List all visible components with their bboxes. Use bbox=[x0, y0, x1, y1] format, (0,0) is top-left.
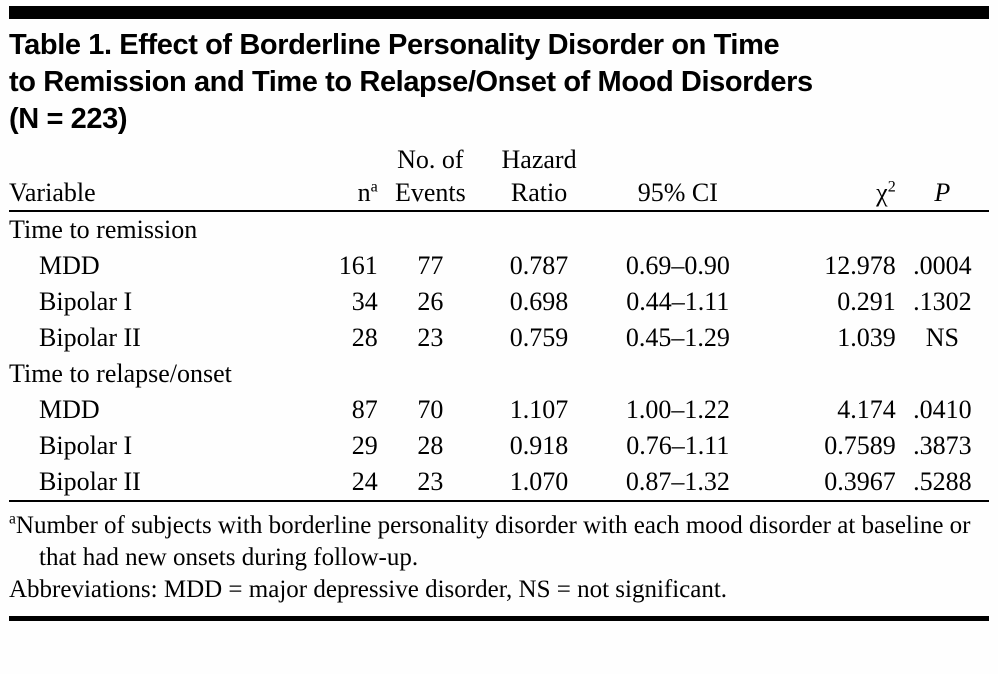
cell-hazard-ratio: 0.759 bbox=[509, 323, 569, 352]
cell-n: 87 bbox=[351, 395, 378, 424]
cell-ci: 0.45–1.29 bbox=[625, 323, 730, 352]
cell-variable: MDD bbox=[39, 395, 100, 424]
cell-events: 26 bbox=[417, 287, 444, 316]
section-row-relapse bbox=[9, 356, 989, 392]
cell-n: 161 bbox=[338, 251, 378, 280]
cell-p-value: .1302 bbox=[913, 287, 972, 316]
header-n-superscript: a bbox=[370, 178, 378, 196]
cell-n: 24 bbox=[303, 464, 378, 501]
header-row-upper bbox=[9, 144, 989, 176]
cell-variable: Bipolar II bbox=[9, 464, 303, 501]
table-row bbox=[9, 320, 989, 356]
header-chi-square bbox=[760, 176, 895, 211]
cell-hazard-ratio: 1.107 bbox=[509, 395, 569, 424]
cell-ci: 1.00–1.22 bbox=[625, 395, 730, 424]
cell-ci: 0.44–1.11 bbox=[626, 287, 730, 316]
cell-chi-square: 12.978 bbox=[824, 251, 896, 280]
table-footnotes bbox=[9, 510, 989, 606]
bottom-rule bbox=[9, 616, 989, 621]
cell-ci: 0.87–1.32 bbox=[595, 464, 760, 501]
header-ratio: Ratio bbox=[483, 176, 595, 211]
cell-events: 70 bbox=[417, 395, 444, 424]
cell-p-value: .0004 bbox=[913, 251, 972, 280]
cell-chi-square: 0.291 bbox=[837, 287, 896, 316]
header-row-lower bbox=[9, 176, 989, 211]
cell-hazard-ratio: 0.698 bbox=[509, 287, 569, 316]
section-label: Time to relapse/onset bbox=[9, 359, 232, 388]
cell-n: 28 bbox=[351, 323, 378, 352]
results-table bbox=[9, 144, 989, 502]
cell-p-value: .5288 bbox=[896, 464, 989, 501]
cell-hazard-ratio: 0.787 bbox=[509, 251, 569, 280]
table-header bbox=[9, 144, 989, 211]
cell-n: 34 bbox=[351, 287, 378, 316]
header-spacer bbox=[303, 144, 378, 176]
table-row bbox=[9, 428, 989, 464]
table-title-line-1: Table 1. Effect of Borderline Personality Disorder on Time bbox=[9, 29, 780, 61]
header-chi-label: χ bbox=[876, 178, 888, 207]
cell-p-value: NS bbox=[925, 323, 959, 352]
cell-hazard-ratio: 1.070 bbox=[483, 464, 595, 501]
header-n-label: n bbox=[357, 178, 371, 207]
cell-p-value: .3873 bbox=[913, 431, 972, 460]
header-spacer bbox=[595, 144, 760, 176]
table-row bbox=[9, 392, 989, 428]
cell-variable: MDD bbox=[39, 251, 100, 280]
header-hazard: Hazard bbox=[501, 145, 577, 174]
cell-variable: Bipolar II bbox=[39, 323, 141, 352]
cell-chi-square: 0.3967 bbox=[760, 464, 895, 501]
header-no-of: No. of bbox=[397, 145, 464, 174]
header-ci: 95% CI bbox=[595, 176, 760, 211]
cell-p-value: .0410 bbox=[913, 395, 972, 424]
header-chi-superscript: 2 bbox=[887, 178, 896, 196]
table-body bbox=[9, 211, 989, 501]
cell-n: 29 bbox=[351, 431, 378, 460]
top-rule bbox=[9, 6, 989, 19]
cell-events: 28 bbox=[417, 431, 444, 460]
cell-ci: 0.69–0.90 bbox=[625, 251, 730, 280]
footnote-text: Number of subjects with borderline personality disorder with each mood disorder at baseline or that had new onsets during follow-up. bbox=[15, 512, 971, 571]
header-p-value: P bbox=[896, 176, 989, 211]
cell-variable: Bipolar I bbox=[39, 287, 133, 316]
footnote-abbreviations: Abbreviations: MDD = major depressive disorder, NS = not significant. bbox=[9, 576, 728, 603]
section-label: Time to remission bbox=[9, 215, 198, 244]
table-title bbox=[9, 27, 989, 138]
cell-events: 77 bbox=[417, 251, 444, 280]
table-title-line-2: to Remission and Time to Relapse/Onset of Mood Disorders bbox=[9, 66, 813, 98]
header-events: Events bbox=[378, 176, 483, 211]
cell-chi-square: 1.039 bbox=[837, 323, 896, 352]
table-title-line-3: (N = 223) bbox=[9, 103, 128, 135]
cell-events: 23 bbox=[417, 323, 444, 352]
table-row bbox=[9, 248, 989, 284]
footnote-marker: a bbox=[9, 510, 16, 528]
cell-variable: Bipolar I bbox=[39, 431, 133, 460]
cell-events: 23 bbox=[378, 464, 483, 501]
cell-chi-square: 0.7589 bbox=[824, 431, 896, 460]
section-row-remission bbox=[9, 211, 989, 248]
header-variable: Variable bbox=[9, 176, 303, 211]
header-n bbox=[303, 176, 378, 211]
header-spacer bbox=[760, 144, 895, 176]
cell-hazard-ratio: 0.918 bbox=[509, 431, 569, 460]
header-spacer bbox=[896, 144, 989, 176]
table-row bbox=[9, 464, 989, 501]
footnote-sample-definition bbox=[9, 510, 989, 574]
header-spacer bbox=[9, 144, 303, 176]
cell-ci: 0.76–1.11 bbox=[626, 431, 730, 460]
table-row bbox=[9, 284, 989, 320]
cell-chi-square: 4.174 bbox=[837, 395, 896, 424]
